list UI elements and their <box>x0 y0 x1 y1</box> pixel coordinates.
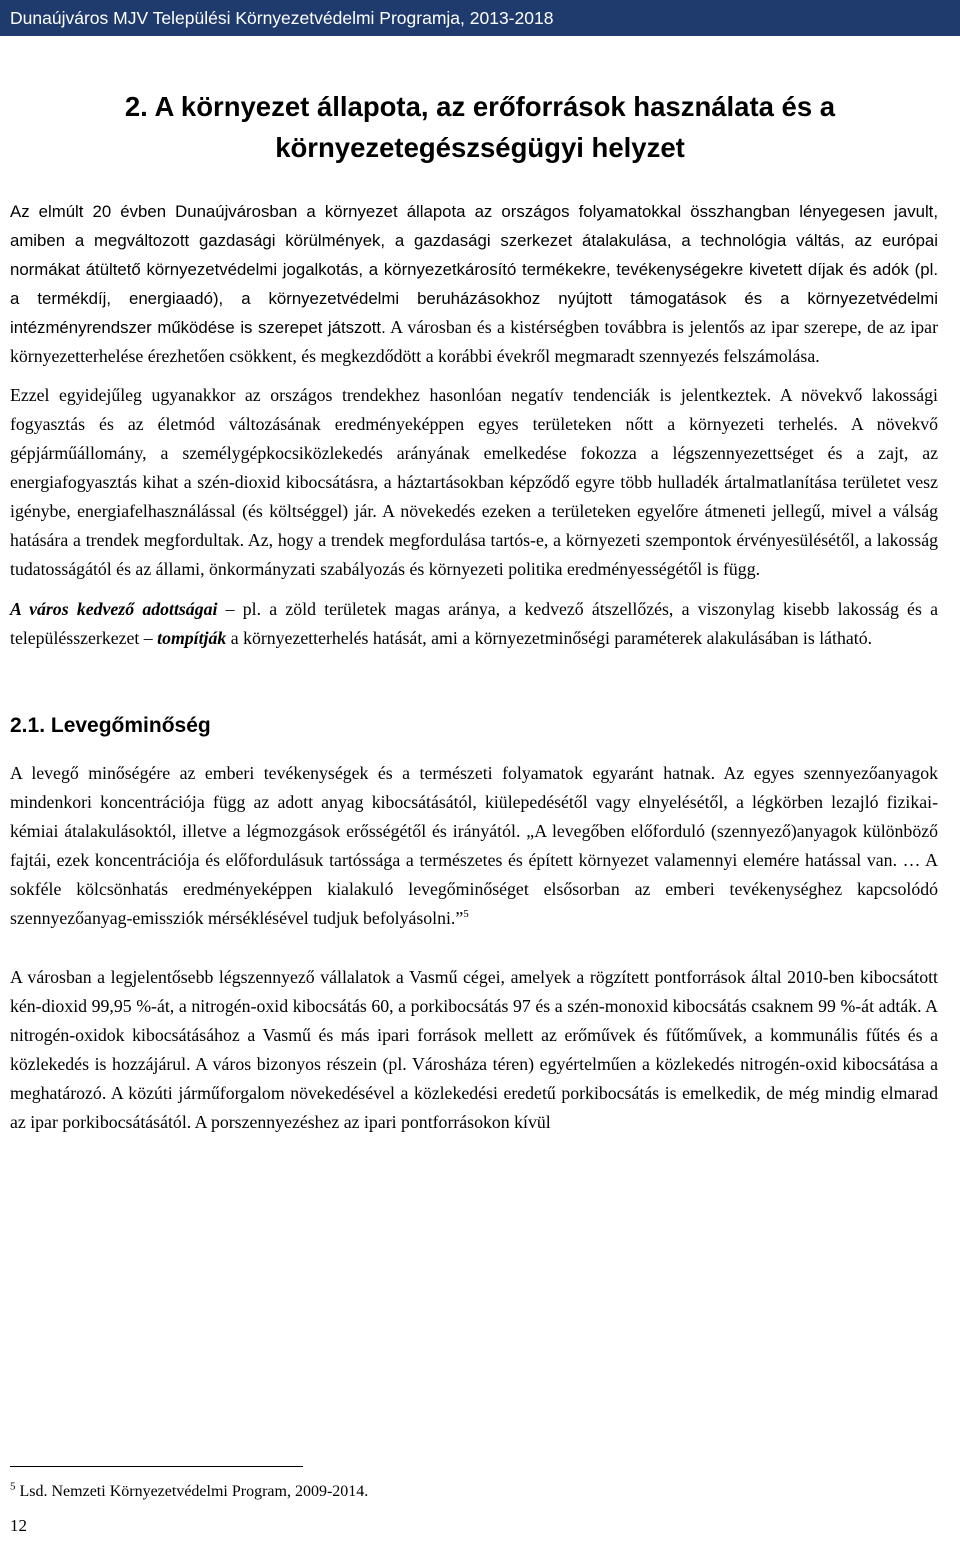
section-title-line2: környezetegészségügyi helyzet <box>275 132 685 163</box>
advantages-emphasis-2: tompítják <box>157 628 227 648</box>
footnote-number: 5 <box>10 1480 16 1493</box>
section-title <box>0 86 960 168</box>
advantages-text-b: a környezetterhelés hatását, ami a környezetminőségi paraméterek alakulásában is látható. <box>226 628 873 648</box>
footnote <box>10 1481 368 1503</box>
paragraph-intro-part2: A városban és a kistérségben továbbra is jelentős az ipar szerepe, de az ipar környezetterhelése érezhetően csökkent, és megkezdődött a korábbi évekről megmaradt szennyezés felszámolása. <box>10 317 939 366</box>
footnote-text: Lsd. Nemzeti Környezetvédelmi Program, 2009-2014. <box>15 1483 369 1500</box>
advantages-text-a: – pl. a zöld területek magas aránya, a kedvező átszellőzés, a viszonylag kisebb lakosság és a településszerkezet – <box>10 599 938 648</box>
running-header <box>0 0 960 36</box>
main-content <box>10 197 938 1137</box>
air-quality-text: A levegő minőségére az emberi tevékenységek és a természeti folyamatok egyaránt hatnak. Az egyes szennyezőanyagok mindenkori koncentrációja függ az adott anyag kibocsátásától, kiülepedésétől vagy elnyelésétől, a légkörben lezajló fizikai-kémiai átalakulásoktól, illetve a légmozgások erősségétől és irányától. „A levegőben előforduló (szennyező)anyagok különböző fajtái, ezek koncentrációja és előfordulásuk tartóssága a természetes és épített környezet valamennyi elemére hatással van. … A sokféle kölcsönhatás eredményeképpen kialakuló levegőminőséget elsősorban az emberi tevékenységhez kapcsolódó szennyezőanyag-emissziók mérséklésével tudjuk befolyásolni.” <box>10 763 938 928</box>
subsection-title: 2.1. Levegőminőség <box>10 714 211 737</box>
page-number: 12 <box>10 1516 27 1535</box>
paragraph-polluters: A városban a legjelentősebb légszennyező vállalatok a Vasmű cégei, amelyek a rögzített pontforrások által 2010-ben kibocsátott kén-dioxid 99,95 %-át, a nitrogén-oxid kibocsátás 60, a porkibocsátás 97 és a szén-monoxid kibocsátás csaknem 99 %-át adták. A nitrogén-oxidok kibocsátásához a Vasmű és más ipari források mellett az erőművek és fűtőművek, a kommunális fűtés és a közlekedés is hozzájárul. A város bizonyos részein (pl. Városháza téren) egyértelműen a közlekedés nitrogén-oxid kibocsátása a meghatározó. A közúti járműforgalom növekedésével a közlekedési eredetű porkibocsátás is emelkedik, de még mindig elmarad az ipar porkibocsátásától. A porszennyezéshez az ipari pontforrásokon kívül <box>10 967 938 1132</box>
paragraph-trends: Ezzel egyidejűleg ugyanakkor az országos trendekhez hasonlóan negatív tendenciák is jelentkeztek. A növekvő lakossági fogyasztás és az életmód változásának eredményeképpen egyes területeken nőtt a környezeti terhelés. A növekvő gépjárműállomány, a személygépkocsiközlekedés arányának emelkedése fokozza a légszennyezettséget és a zajt, az energiafogyasztás kihat a szén-dioxid kibocsátásra, a háztartásokban képződő egyre több hulladék ártalmatlanítása területet vesz igénybe, energiafelhasználással (és költséggel) jár. A növekedés ezeken a területeken egyelőre átmeneti jellegű, mivel a válság hatására a trendek megfordultak. Az, hogy a trendek megfordulása tartós-e, a környezeti szempontok érvényesülésétől, a lakosság tudatosságától és az állami, önkormányzati szabályozás és környezeti politika eredményességétől is függ. <box>10 385 938 579</box>
paragraph-intro <box>10 197 938 371</box>
footnote-reference[interactable]: 5 <box>463 908 469 921</box>
paragraph-air-quality <box>10 759 938 933</box>
section-title-line1: 2. A környezet állapota, az erőforrások használata és a <box>124 91 836 122</box>
advantages-emphasis: A város kedvező adottságai <box>10 599 218 619</box>
footnote-divider <box>10 1466 303 1467</box>
paragraph-advantages <box>10 595 938 653</box>
running-title: Dunaújváros MJV Települési Környezetvédelmi Programja, 2013-2018 <box>10 8 554 28</box>
paragraph-intro-part1: Az elmúlt 20 évben Dunaújvárosban a környezet állapota az országos folyamatokkal összhangban lényegesen javult, amiben a megváltozott gazdasági körülmények, a gazdasági szerkezet átalakulása, a technológia váltás, az európai normákat átültető környezetvédelmi jogalkotás, a környezetkárosító termékekre, tevékenységekre kivetett díjak és adók (pl. a termékdíj, energiaadó), a környezetvédelmi beruházásokhoz nyújtott támogatások és a környezetvédelmi intézményrendszer működése is szerepet játszott. <box>10 202 938 337</box>
